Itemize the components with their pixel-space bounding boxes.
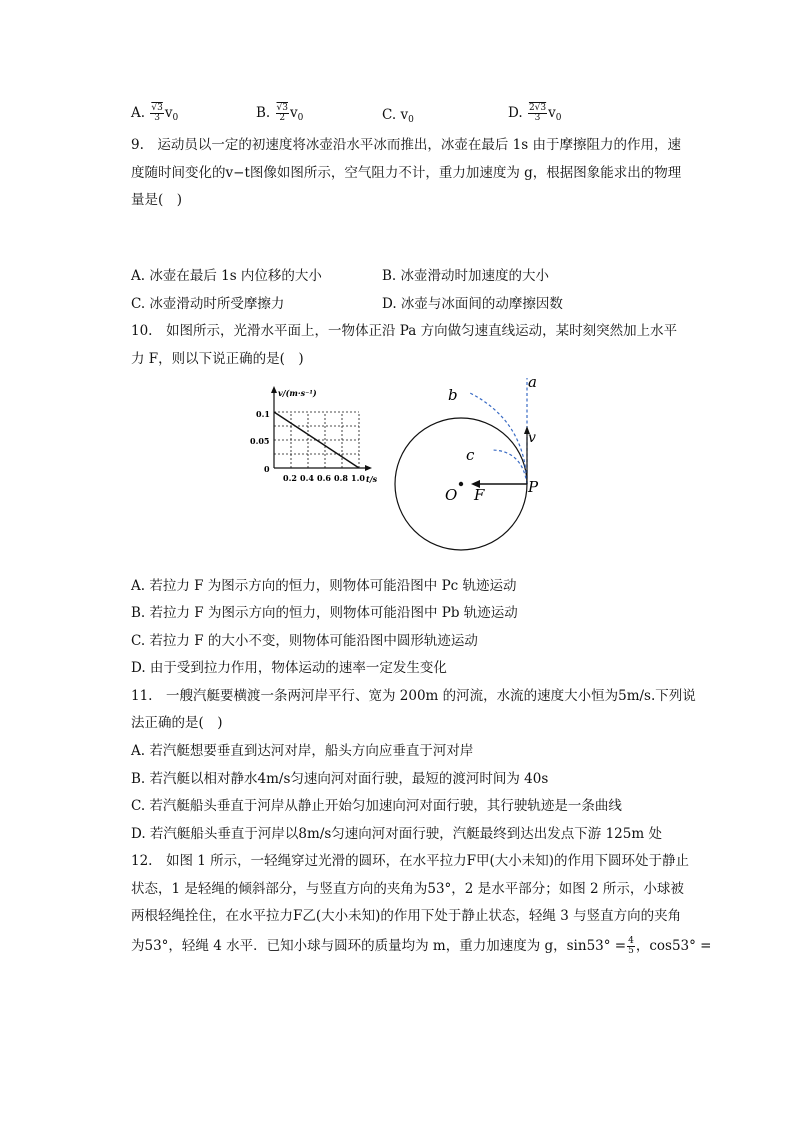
label-b: b — [448, 386, 458, 404]
q9-option-c: C. 冰壶滑动时所受摩擦力 — [131, 296, 285, 312]
label-a: a — [528, 373, 537, 391]
subscript: 0 — [555, 113, 562, 123]
x-axis-arrow — [365, 465, 372, 471]
vt-graph — [250, 384, 380, 496]
subscript: 0 — [408, 115, 414, 125]
x-tick-1: 0.2 — [283, 473, 297, 483]
fraction — [276, 104, 289, 123]
q8-option-c — [382, 107, 414, 125]
q9-stem-line-1: 9. 运动员以一定的初速度将冰壶沿水平冰而推出，冰壶在最后 1s 由于摩擦阻力的作用，速 — [131, 137, 681, 153]
fraction-numerator: √3 — [276, 103, 288, 113]
fraction — [528, 104, 547, 123]
label-o: O — [445, 486, 458, 504]
q8-option-d — [508, 104, 562, 123]
trajectory-figure — [388, 370, 558, 555]
fraction-denominator: 5 — [628, 946, 634, 956]
x-tick-2: 0.4 — [300, 473, 314, 483]
q12-line4-text: 为53°，轻绳 4 水平．已知小球与圆环的质量均为 m，重力加速度为 g，sin53° = — [131, 938, 627, 954]
fraction-denominator: 3 — [154, 113, 160, 123]
q8-option-a — [131, 104, 178, 123]
option-label: A. — [131, 105, 146, 121]
q11-option-d: D. 若汽艇船头垂直于河岸以8m/s匀速向河对面行驶，汽艇最终到达出发点下游 125m 处 — [131, 826, 662, 842]
label-p: P — [528, 478, 539, 496]
q10-stem-line-1: 10. 如图所示，光滑水平面上，一物体正沿 Pa 方向做匀速直线运动，某时刻突然加上水平 — [131, 323, 678, 339]
path-pb — [468, 392, 527, 484]
subscript: 0 — [297, 113, 304, 123]
fraction-numerator: √3 — [151, 103, 163, 113]
origin-label: 0 — [264, 464, 270, 474]
q12-stem-line-3: 两根轻绳拴住，在水平拉力F乙(大小未知)的作用下处于静止状态，轻绳 3 与竖直方向的夹角 — [131, 908, 682, 924]
y-axis-arrow — [271, 386, 277, 393]
option-value: v — [164, 105, 173, 121]
y-axis-label: v/(m·s⁻¹) — [278, 388, 317, 398]
q8-option-b — [256, 104, 303, 123]
q9-option-d: D. 冰壶与冰面间的动摩擦因数 — [382, 296, 563, 312]
option-label: B. — [256, 105, 271, 121]
y-tick-top: 0.1 — [256, 409, 270, 419]
fraction-denominator: 2 — [279, 113, 286, 123]
fraction-denominator: 3 — [534, 113, 541, 123]
center-point — [459, 482, 463, 486]
label-f: F — [474, 486, 485, 504]
x-tick-5: 1.0 — [351, 473, 365, 483]
label-v: v — [528, 430, 536, 446]
subscript: 0 — [172, 113, 179, 123]
option-label: D. — [508, 105, 523, 121]
option-value: v — [548, 105, 556, 121]
q12-stem-line-2: 状态，1 是轻绳的倾斜部分，与竖直方向的夹角为53°，2 是水平部分；如图 2 所示，小球被 — [131, 881, 684, 897]
q12-line4-tail: ，cos53° = — [635, 938, 712, 954]
option-label: C. — [382, 107, 397, 123]
q11-option-c: C. 若汽艇船头垂直于河岸从静止开始匀加速向河对面行驶，其行驶轨迹是一条曲线 — [131, 798, 622, 814]
q11-stem-line-2: 法正确的是( ) — [131, 715, 223, 731]
q12-stem-line-4 — [131, 936, 712, 956]
fraction — [150, 104, 163, 123]
q10-option-a: A. 若拉力 F 为图示方向的恒力，则物体可能沿图中 Pc 轨迹运动 — [131, 578, 517, 594]
x-tick-3: 0.6 — [317, 473, 331, 483]
q11-option-a: A. 若汽艇想要垂直到达河对岸，船头方向应垂直于河对岸 — [131, 743, 474, 759]
option-value: v — [289, 105, 298, 121]
fraction-numerator: 2√3 — [528, 103, 547, 113]
option-value: v — [400, 107, 409, 123]
q9-option-a: A. 冰壶在最后 1s 内位移的大小 — [131, 268, 322, 284]
x-axis-label: t/s — [366, 474, 378, 484]
q10-option-c: C. 若拉力 F 的大小不变，则物体可能沿图中圆形轨迹运动 — [131, 633, 478, 649]
q11-stem-line-1: 11. 一艘汽艇要横渡一条两河岸平行、宽为 200m 的河流，水流的速度大小恒为5m/s.下列说 — [131, 688, 696, 704]
label-c: c — [466, 446, 475, 464]
q10-option-d: D. 由于受到拉力作用，物体运动的速率一定发生变化 — [131, 660, 447, 676]
q10-option-b: B. 若拉力 F 为图示方向的恒力，则物体可能沿图中 Pb 轨迹运动 — [131, 605, 518, 621]
q9-stem-line-2: 度随时间变化的v−t图像如图所示，空气阻力不计，重力加速度为 g，根据图象能求出的物理 — [131, 165, 682, 181]
q9-option-b: B. 冰壶滑动时加速度的大小 — [382, 268, 550, 284]
path-pc — [491, 450, 527, 484]
fraction — [627, 937, 635, 956]
q11-option-b: B. 若汽艇以相对静水4m/s匀速向河对面行驶，最短的渡河时间为 40s — [131, 771, 549, 787]
q10-stem-line-2: 力 F，则以下说正确的是( ) — [131, 351, 304, 367]
q9-stem-line-3: 量是( ) — [131, 192, 183, 208]
x-tick-4: 0.8 — [334, 473, 348, 483]
y-tick-mid: 0.05 — [250, 436, 270, 446]
fraction-numerator: 4 — [628, 936, 634, 946]
q12-stem-line-1: 12. 如图 1 所示，一轻绳穿过光滑的圆环，在水平拉力F甲(大小未知)的作用下圆环处于静止 — [131, 853, 690, 869]
